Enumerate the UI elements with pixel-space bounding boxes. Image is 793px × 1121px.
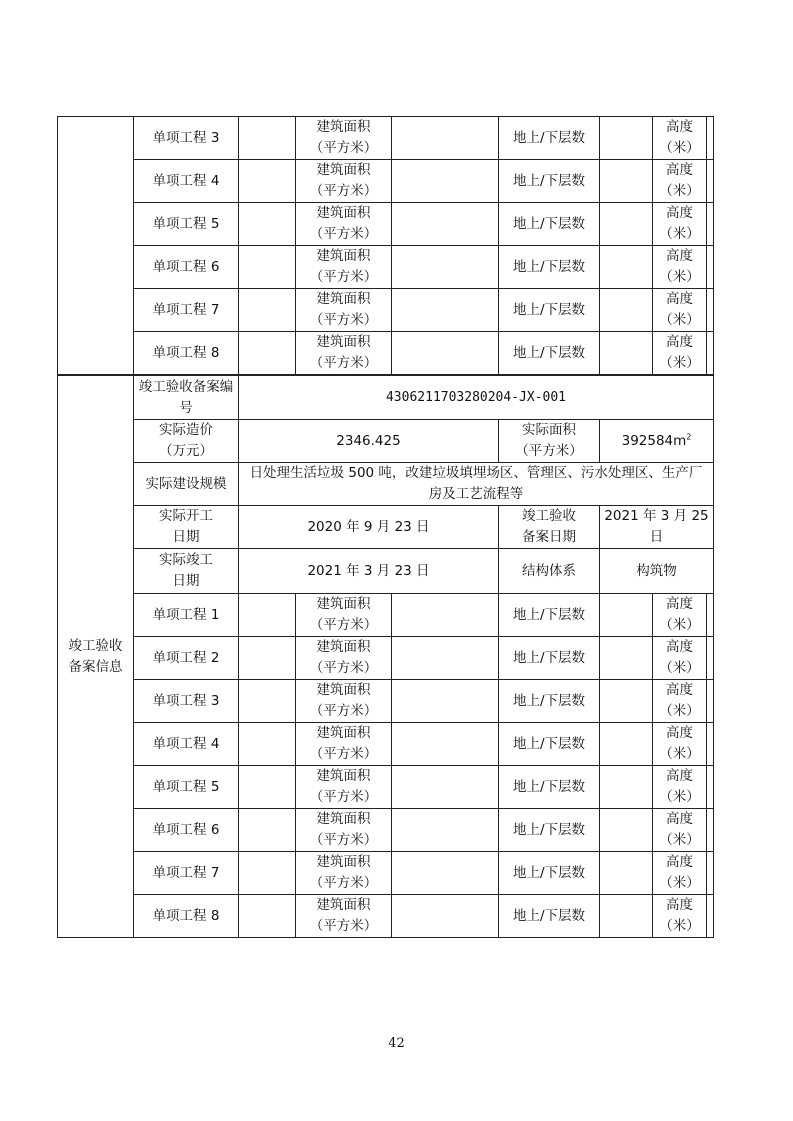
- completion-record-table: [57, 375, 714, 938]
- floors-label: 地上/下层数: [499, 332, 600, 375]
- floors-label: 地上/下层数: [499, 160, 600, 203]
- top-info-table: [57, 116, 714, 375]
- sub-project-row: [58, 594, 714, 637]
- height-label: 高度 （米）: [659, 291, 700, 328]
- height-label: 高度 （米）: [659, 768, 700, 805]
- height-label: 高度 （米）: [659, 205, 700, 242]
- sub-project-name: 单项工程 6: [134, 246, 239, 289]
- structure-label: 结构体系: [499, 549, 600, 594]
- actual-cost-row: [58, 420, 714, 463]
- actual-area-label: 实际面积 （平方米）: [515, 422, 583, 459]
- scale-label: 实际建设规模: [134, 463, 239, 506]
- sub-project-row: [58, 289, 714, 332]
- sub-project-row: [58, 203, 714, 246]
- height-label: 高度 （米）: [659, 682, 700, 719]
- actual-cost-value: 2346.425: [239, 420, 499, 463]
- floors-label: 地上/下层数: [499, 680, 600, 723]
- area-label: 建筑面积 （平方米）: [309, 291, 378, 328]
- actual-area-value: $392584m^2$: [600, 420, 714, 463]
- area-label: 建筑面积 （平方米）: [309, 768, 378, 805]
- area-label: 建筑面积 （平方米）: [309, 119, 378, 156]
- record-no-label: 竣工验收备案编号: [138, 378, 234, 416]
- sub-project-name: 单项工程 7: [134, 852, 239, 895]
- height-label: 高度 （米）: [659, 596, 700, 633]
- sub-project-row: [58, 723, 714, 766]
- area-label: 建筑面积 （平方米）: [309, 811, 378, 848]
- floors-label: 地上/下层数: [499, 723, 600, 766]
- record-no-value: 430621170328020​4-JX-001: [239, 376, 714, 420]
- sub-project-name: 单项工程 8: [134, 895, 239, 938]
- start-date-label: 实际开工 日期: [159, 508, 213, 545]
- sub-project-name: 单项工程 4: [134, 160, 239, 203]
- area-label: 建筑面积 （平方米）: [309, 897, 378, 934]
- finish-date-row: [58, 549, 714, 594]
- sub-project-row: [58, 852, 714, 895]
- floors-label: 地上/下层数: [499, 637, 600, 680]
- record-no-row: [58, 376, 714, 420]
- floors-label: 地上/下层数: [499, 895, 600, 938]
- start-date-value: 2020 年 9 月 23 日: [239, 506, 499, 549]
- floors-label: 地上/下层数: [499, 809, 600, 852]
- height-label: 高度 （米）: [659, 854, 700, 891]
- sub-project-name: 单项工程 5: [134, 766, 239, 809]
- sub-project-row: [58, 766, 714, 809]
- height-label: 高度 （米）: [659, 334, 700, 371]
- sub-project-name: 单项工程 8: [134, 332, 239, 375]
- area-label: 建筑面积 （平方米）: [309, 682, 378, 719]
- area-label: 建筑面积 （平方米）: [309, 205, 378, 242]
- height-label: 高度 （米）: [659, 162, 700, 199]
- area-label: 建筑面积 （平方米）: [309, 596, 378, 633]
- sub-project-name: 单项工程 6: [134, 809, 239, 852]
- sub-project-row: [58, 332, 714, 375]
- sub-project-row: [58, 246, 714, 289]
- structure-value: 构筑物: [600, 549, 714, 594]
- completion-section-label: 竣工验收备案信息: [58, 376, 134, 938]
- section-label-cell: [58, 117, 134, 375]
- page-number: 42: [388, 1036, 405, 1051]
- sub-project-name: 单项工程 1: [134, 594, 239, 637]
- actual-cost-label: 实际造价 （万元）: [159, 422, 213, 459]
- height-label: 高度 （米）: [659, 811, 700, 848]
- sub-project-row: [58, 809, 714, 852]
- start-date-row: [58, 506, 714, 549]
- floors-label: 地上/下层数: [499, 852, 600, 895]
- sub-project-name: 单项工程 4: [134, 723, 239, 766]
- sub-project-row: [58, 637, 714, 680]
- area-label: 建筑面积 （平方米）: [309, 725, 378, 762]
- area-label: 建筑面积 （平方米）: [309, 854, 378, 891]
- sub-project-name: 单项工程 7: [134, 289, 239, 332]
- floors-label: 地上/下层数: [499, 203, 600, 246]
- area-label: 建筑面积 （平方米）: [309, 639, 378, 676]
- sub-project-name: 单项工程 3: [134, 117, 239, 160]
- area-unit-superscript: 2: [686, 432, 692, 441]
- floors-label: 地上/下层数: [499, 594, 600, 637]
- sub-project-row: [58, 117, 714, 160]
- sub-project-name: 单项工程 3: [134, 680, 239, 723]
- record-date-label: 竣工验收 备案日期: [522, 508, 576, 545]
- area-label: 建筑面积 （平方米）: [309, 162, 378, 199]
- height-label: 高度 （米）: [659, 725, 700, 762]
- floors-label: 地上/下层数: [499, 289, 600, 332]
- scale-row: [58, 463, 714, 506]
- height-label: 高度 （米）: [659, 897, 700, 934]
- sub-project-name: 单项工程 2: [134, 637, 239, 680]
- area-label: 建筑面积 （平方米）: [309, 334, 378, 371]
- floors-label: 地上/下层数: [499, 766, 600, 809]
- floors-label: 地上/下层数: [499, 246, 600, 289]
- finish-date-label: 实际竣工 日期: [159, 552, 213, 589]
- height-label: 高度 （米）: [659, 248, 700, 285]
- scale-value: 日处理生活垃圾 500 吨，改建垃圾填埋场区、管理区、污水处理区、生产厂房及工艺流程等: [239, 463, 714, 506]
- floors-label: 地上/下层数: [499, 117, 600, 160]
- sub-project-row: [58, 160, 714, 203]
- height-label: 高度 （米）: [659, 639, 700, 676]
- finish-date-value: 2021 年 3 月 23 日: [239, 549, 499, 594]
- sub-project-row: [58, 895, 714, 938]
- record-date-value: 2021 年 3 月 25 日: [600, 506, 714, 549]
- height-label: 高度 （米）: [659, 119, 700, 156]
- area-label: 建筑面积 （平方米）: [309, 248, 378, 285]
- sub-project-row: [58, 680, 714, 723]
- sub-project-name: 单项工程 5: [134, 203, 239, 246]
